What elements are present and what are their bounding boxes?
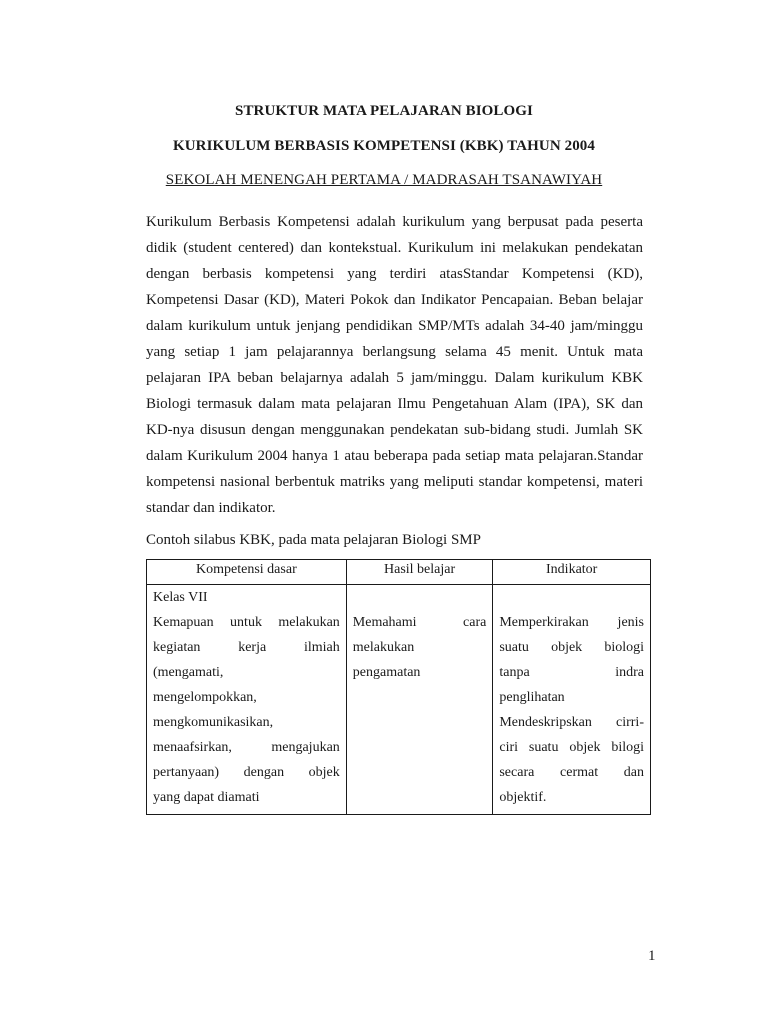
intro-paragraph	[146, 209, 643, 521]
cell-line: mengkomunikasikan,	[153, 715, 274, 730]
cell-line: (mengamati,	[153, 665, 224, 680]
header-kompetensi-dasar: Kompetensi dasar	[147, 560, 347, 585]
paragraph-line: Biologi termasuk dalam mata pelajaran Ilmu Pengetahuan Alam (IPA), SK dan	[146, 396, 643, 412]
table-caption: Contoh silabus KBK, pada mata pelajaran Biologi SMP	[146, 532, 481, 548]
paragraph-line: KD-nya disusun dengan menggunakan pendekatan sub-bidang studi. Jumlah SK	[146, 422, 643, 438]
cell-line: suatu objek biologi	[499, 640, 644, 655]
cell-line: pengamatan	[352, 665, 421, 680]
cell-line: ciri suatu objek bilogi	[499, 740, 644, 755]
cell-line: yang dapat diamati	[153, 790, 260, 805]
kompetensi-dasar-cell	[147, 610, 347, 815]
cell-line: Memperkirakan jenis	[499, 615, 644, 630]
paragraph-line: dengan berbasis kompetensi yang terdiri atasStandar Kompetensi (KD),	[146, 266, 643, 282]
paragraph-line: pelajaran IPA beban belajarnya adalah 5 jam/minggu. Dalam kurikulum KBK	[146, 370, 643, 386]
header-indikator: Indikator	[493, 560, 651, 585]
paragraph-line: yang setiap 1 jam pelajarannya berlangsung selama 45 menit. Untuk mata	[146, 344, 643, 360]
paragraph-line: Kurikulum Berbasis Kompetensi adalah kurikulum yang berpusat pada peserta	[146, 214, 643, 230]
indikator-cell	[493, 610, 651, 815]
cell-line: pertanyaan) dengan objek	[153, 765, 340, 780]
class-label-cell	[147, 585, 347, 611]
cell-line: objektif.	[499, 790, 547, 805]
cell-line: Mendeskripskan cirri-	[499, 715, 644, 730]
cell-line: penglihatan	[499, 690, 565, 705]
document-subtitle: KURIKULUM BERBASIS KOMPETENSI (KBK) TAHUN 2004	[172, 138, 595, 154]
table-row	[147, 610, 651, 815]
class-label: Kelas VII	[153, 590, 208, 605]
paragraph-line: dalam Kurikulum 2004 hanya 1 atau beberapa pada setiap mata pelajaran.Standar	[146, 448, 643, 464]
paragraph-line: standar dan indikator.	[146, 500, 276, 516]
syllabus-table	[146, 559, 651, 815]
cell-line: mengelompokkan,	[153, 690, 257, 705]
table-class-row	[147, 585, 651, 611]
cell-line: Memahami cara	[352, 615, 487, 630]
document-title: STRUKTUR MATA PELAJARAN BIOLOGI	[235, 103, 533, 119]
page-number: 1	[648, 948, 656, 964]
cell-line: Kemapuan untuk melakukan	[153, 615, 340, 630]
paragraph-line: didik (student centered) dan kontekstual. Kurikulum ini melakukan pendekatan	[146, 240, 643, 256]
header-hasil-belajar: Hasil belajar	[346, 560, 493, 585]
paragraph-line: Kompetensi Dasar (KD), Materi Pokok dan Indikator Pencapaian. Beban belajar	[146, 292, 643, 308]
paragraph-line: dalam kurikulum untuk jenjang pendidikan SMP/MTs adalah 34-40 jam/minggu	[146, 318, 643, 334]
cell-line: tanpa indra	[499, 665, 644, 680]
empty-cell	[346, 585, 493, 611]
paragraph-line: kompetensi nasional berbentuk matriks yang meliputi standar kompetensi, materi	[146, 474, 643, 490]
document-school-heading: SEKOLAH MENENGAH PERTAMA / MADRASAH TSANAWIYAH	[165, 172, 603, 188]
hasil-belajar-cell	[346, 610, 493, 815]
table-header-row	[147, 560, 651, 585]
cell-line: menaafsirkan, mengajukan	[153, 740, 340, 755]
cell-line: melakukan	[352, 640, 415, 655]
cell-line: secara cermat dan	[499, 765, 644, 780]
cell-line: kegiatan kerja ilmiah	[153, 640, 340, 655]
empty-cell	[493, 585, 651, 611]
